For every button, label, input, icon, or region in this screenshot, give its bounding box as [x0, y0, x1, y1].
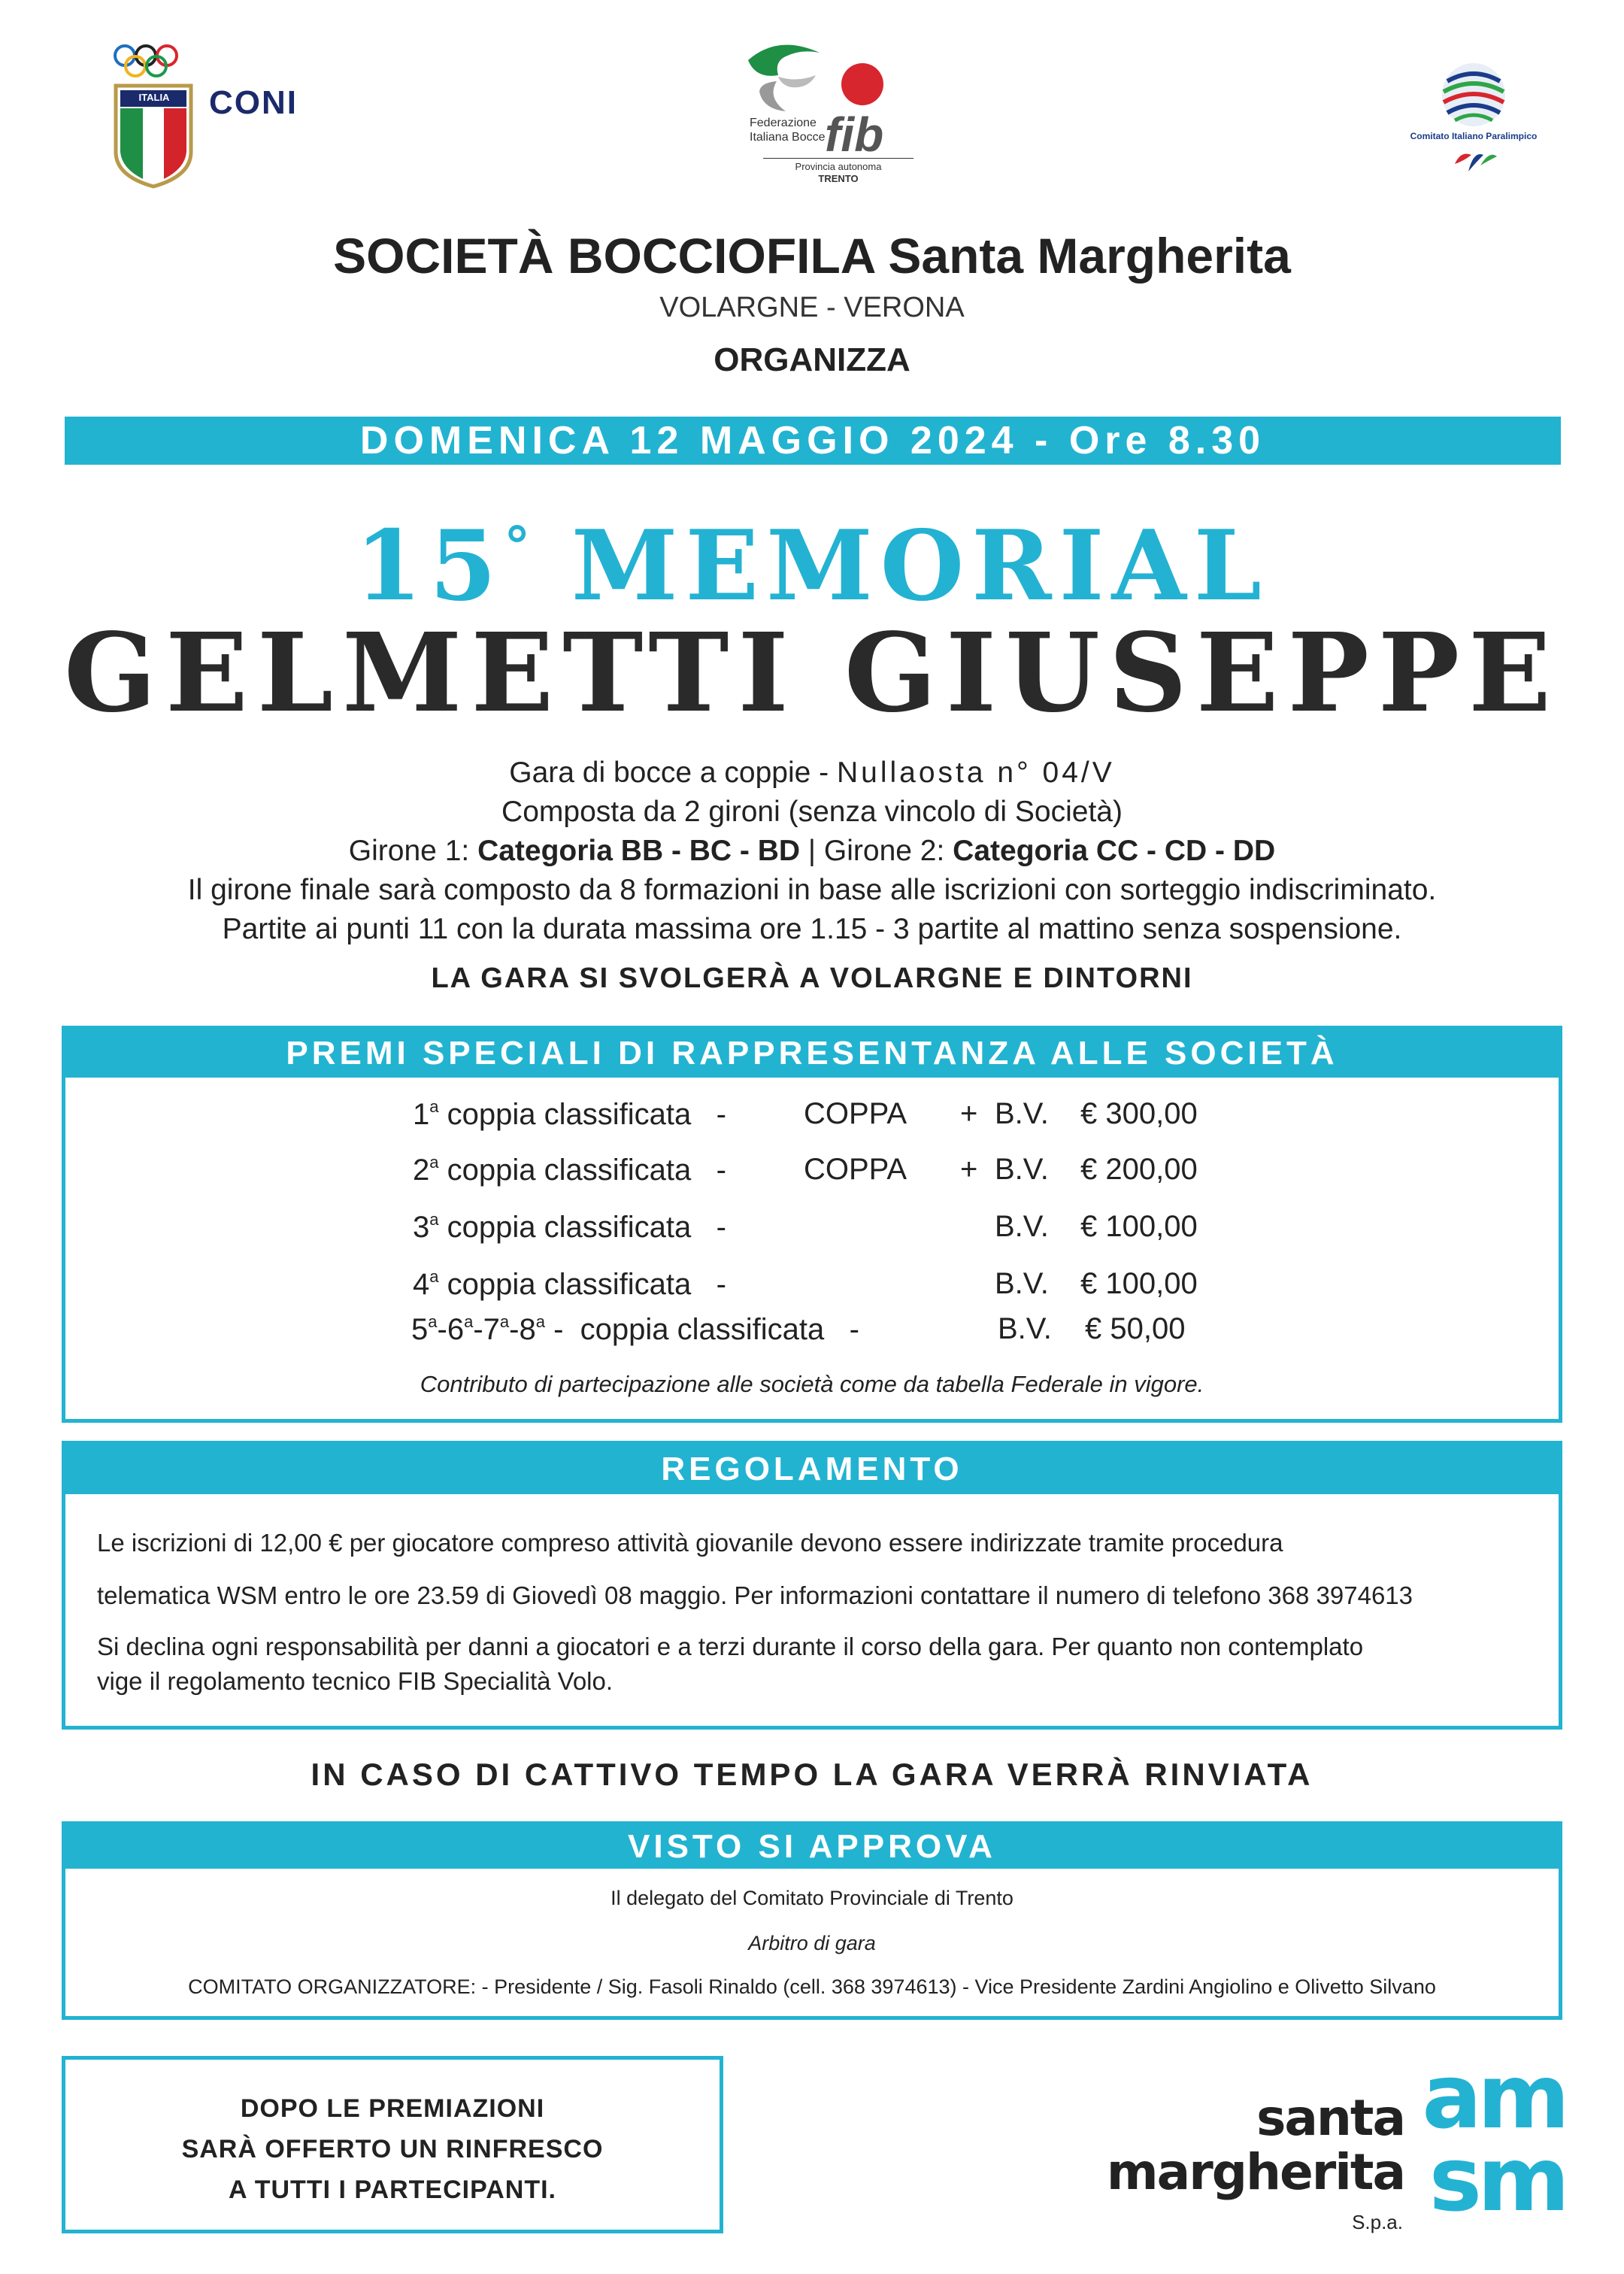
prize-pos: 4 — [413, 1268, 430, 1301]
organizza-label: ORGANIZZA — [714, 341, 910, 378]
premi-heading: PREMI SPECIALI DI RAPPRESENTANZA ALLE SOCIETÀ — [65, 1029, 1559, 1078]
memorial-title — [0, 510, 1624, 623]
description-line-4: Il girone finale sarà composto da 8 formazioni in base alle iscrizioni con sorteggio indiscriminato. — [187, 874, 1437, 906]
cip-logo — [1402, 59, 1545, 194]
coni-logo — [113, 39, 316, 190]
visto-heading: VISTO SI APPROVA — [65, 1825, 1559, 1869]
girone1-label: Girone 1: — [348, 835, 478, 867]
date-bar: DOMENICA 12 MAGGIO 2024 - Ore 8.30 — [65, 417, 1561, 465]
premi-box — [62, 1026, 1562, 1423]
prize-bv-1: B.V. — [995, 1097, 1049, 1130]
description-line-5: Partite ai punti 11 con la durata massima ore 1.15 - 3 partite al mattino senza sospensione. — [222, 913, 1402, 945]
race-type: Gara di bocce a coppie - — [509, 756, 837, 789]
prize-pos: 3 — [413, 1211, 430, 1244]
prize-pos: 5 — [411, 1313, 429, 1346]
prize-pos: 1 — [413, 1098, 430, 1131]
prize-pos: -7 — [473, 1313, 500, 1346]
fib-wordmark: fib — [825, 108, 884, 162]
coni-label: CONI — [209, 84, 298, 121]
cip-label: Comitato Italiano Paralimpico — [1410, 131, 1538, 141]
prize-pos: -6 — [437, 1313, 465, 1346]
rinfresco-line-2: SARÀ OFFERTO UN RINFRESCO — [181, 2135, 604, 2163]
prize-label: - coppia classificata - — [544, 1313, 859, 1346]
arbitro-line: Arbitro di gara — [748, 1932, 876, 1954]
society-location: VOLARGNE - VERONA — [659, 292, 965, 323]
prize-sup: a — [464, 1312, 474, 1331]
prize-amount-1: € 300,00 — [1080, 1097, 1198, 1130]
prize-label: coppia classificata - — [438, 1098, 726, 1131]
delegato-line: Il delegato del Comitato Provinciale di Trento — [611, 1887, 1013, 1909]
fib-logo — [733, 38, 951, 199]
regolamento-line-3: Si declina ogni responsabilità per danni a giocatori e a terzi durante il corso della gara. Per quanto non contemplato — [97, 1633, 1364, 1660]
girone2-label: | Girone 2: — [800, 835, 953, 867]
cattivo-tempo-notice: IN CASO DI CATTIVO TEMPO LA GARA VERRÀ RINVIATA — [311, 1757, 1313, 1792]
regolamento-box — [62, 1441, 1562, 1730]
prize-plus-1: + — [960, 1097, 978, 1130]
prize-sup: a — [429, 1210, 439, 1229]
prize-row-4 — [413, 1267, 726, 1302]
prize-row-1 — [413, 1097, 726, 1132]
prize-sup: a — [429, 1097, 439, 1116]
visto-box — [62, 1821, 1562, 2020]
prize-row-3 — [413, 1210, 726, 1245]
coni-shield-text: ITALIA — [138, 92, 170, 103]
prize-sup: a — [499, 1312, 510, 1331]
description-line-2: Composta da 2 gironi (senza vincolo di Società) — [501, 796, 1123, 828]
regolamento-line-2: telematica WSM entro le ore 23.59 di Giovedì 08 maggio. Per informazioni contattare il numero di telefono 368 3974613 — [97, 1581, 1413, 1609]
memorial-word: MEMORIAL — [571, 510, 1269, 623]
olympic-rings-icon — [113, 39, 195, 190]
prize-bv-3: B.V. — [995, 1210, 1049, 1243]
prize-coppa-1: COPPA — [804, 1097, 907, 1130]
prize-sup: a — [429, 1267, 439, 1286]
prize-amount-2: € 200,00 — [1080, 1153, 1198, 1186]
prize-bv-5: B.V. — [998, 1312, 1052, 1345]
santa-margherita-logo — [1106, 2045, 1571, 2251]
paralympic-globe-icon — [1402, 59, 1545, 194]
memorial-number: 15 — [355, 510, 504, 623]
society-name: SOCIETÀ BOCCIOFILA Santa Margherita — [333, 228, 1291, 283]
sponsor-spa: S.p.a. — [1352, 2211, 1403, 2233]
fib-province — [763, 158, 914, 185]
prize-pos: 2 — [413, 1154, 430, 1187]
prize-amount-5: € 50,00 — [1085, 1312, 1186, 1345]
prize-label: coppia classificata - — [438, 1268, 726, 1301]
prize-row-2 — [413, 1153, 726, 1187]
description-line-1 — [0, 756, 1624, 790]
prize-bv-4: B.V. — [995, 1267, 1049, 1300]
girone1-categories: Categoria BB - BC - BD — [477, 835, 801, 867]
prize-sup: a — [429, 1153, 439, 1172]
fib-federation-text: Federazione Italiana Bocce — [750, 117, 826, 144]
rinfresco-line-3: A TUTTI I PARTECIPANTI. — [228, 2175, 556, 2204]
prize-sup: a — [428, 1312, 438, 1331]
prize-bv-2: B.V. — [995, 1153, 1049, 1186]
prize-plus-2: + — [960, 1153, 978, 1186]
nullaosta: Nullaosta n° 04/V — [836, 756, 1115, 789]
comitato-line: COMITATO ORGANIZZATORE: - Presidente / Sig. Fasoli Rinaldo (cell. 368 3974613) - Vice Presidente Zardini Angiolino e Olivetto Silvano — [188, 1975, 1436, 1998]
rinfresco-box — [62, 2056, 723, 2233]
rinfresco-line-1: DOPO LE PREMIAZIONI — [240, 2094, 545, 2123]
sponsor-word-1: santa — [1256, 2089, 1404, 2147]
prize-label: coppia classificata - — [438, 1154, 726, 1187]
sponsor-word-2: margherita — [1106, 2143, 1404, 2201]
prize-amount-3: € 100,00 — [1080, 1210, 1198, 1243]
fib-province-line1: Provincia autonoma — [795, 161, 882, 172]
prize-row-5 — [411, 1312, 859, 1347]
prize-coppa-2: COPPA — [804, 1153, 907, 1186]
sponsor-mark-am: am — [1422, 2045, 1565, 2148]
regolamento-heading: REGOLAMENTO — [65, 1445, 1559, 1494]
prize-sup: a — [535, 1312, 545, 1331]
regolamento-line-1: Le iscrizioni di 12,00 € per giocatore compreso attività giovanile devono essere indirizzate tramite procedura — [97, 1529, 1283, 1557]
honoree-name: GELMETTI GIUSEPPE — [64, 609, 1560, 736]
regolamento-line-4: vige il regolamento tecnico FIB Specialità Volo. — [97, 1667, 614, 1695]
description-line-3 — [0, 835, 1624, 868]
fib-province-line2: TRENTO — [818, 173, 859, 184]
prize-label: coppia classificata - — [438, 1211, 726, 1244]
prize-amount-4: € 100,00 — [1080, 1267, 1198, 1300]
memorial-degree: ° — [504, 515, 531, 578]
sponsor-mark-sm: sm — [1429, 2127, 1565, 2231]
prize-pos: -8 — [509, 1313, 536, 1346]
contributo-note: Contributo di partecipazione alle società come da tabella Federale in vigore. — [420, 1371, 1204, 1397]
girone2-categories: Categoria CC - CD - DD — [953, 835, 1276, 867]
venue-line: LA GARA SI SVOLGERÀ A VOLARGNE E DINTORNI — [431, 963, 1193, 994]
